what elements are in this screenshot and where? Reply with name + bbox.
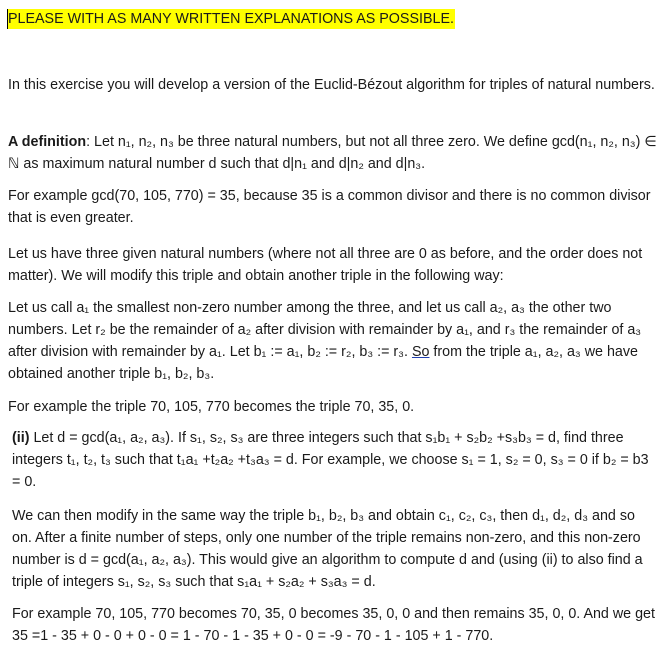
part-ii-paragraph (12, 427, 658, 493)
triple-example-paragraph: For example the triple 70, 105, 770 becomes the triple 70, 35, 0. (8, 399, 415, 415)
definition-text: : Let n₁, n₂, n₃ be three natural numbers, but not all three zero. We define gcd(n₁, n₂, n₃) ∈ ℕ as maximum natural number d such that d|n₁ and d|n₂ and d|n₃. (8, 134, 657, 172)
part-ii-text: Let d = gcd(a₁, a₂, a₃). If s₁, s₂, s₃ are three integers such that s₁b₁ + s₂b₂ +s₃b₃ = d, find three integers t₁, t₂, t₃ such that t₁a₁ +t₂a₂ +t₃a₃ = d. For example, we choose s₁ = 1, s₂ = 0, s₃ = 0 if b₂ = b3 = 0. (12, 430, 649, 490)
algorithm-paragraph: We can then modify in the same way the triple b₁, b₂, b₃ and obtain c₁, c₂, c₃, then d₁, d₂, d₃ and so on. After a finite number of steps, only one number of the triple remains non-zero, and this non-zero number is d = gcd(a₁, a₂, a₃). This would give an algorithm to compute d and (using (ii) to also find a triple of integers s₁, s₂, s₃ such that s₁a₁ + s₂a₂ + s₃a₃ = d. (12, 508, 643, 590)
given-triple-paragraph: Let us have three given natural numbers (where not all three are 0 as before, and the order does not matter). We will modify this triple and obtain another triple in the following way: (8, 246, 643, 284)
construction-text-2: from the triple a₁, a₂, a₃ we have obtained another triple b₁, b₂, b₃. (8, 344, 638, 382)
gcd-example-paragraph: For example gcd(70, 105, 770) = 35, because 35 is a common divisor and there is no common divisor that is even greater. (8, 188, 651, 226)
definition-paragraph (8, 131, 658, 175)
highlighted-instruction: PLEASE WITH AS MANY WRITTEN EXPLANATIONS AS POSSIBLE. (8, 11, 454, 27)
definition-label: A definition (8, 134, 87, 150)
construction-paragraph (8, 297, 658, 385)
construction-text-1: Let us call a₁ the smallest non-zero number among the three, and let us call a₂, a₃ the other two numbers. Let r₂ be the remainder of a₂ after division with remainder by a₁, and r₃ the remainder of a₃ after division with remainder by a₁. Let b₁ := a₁, b₂ := r₂, b₃ := r₃. (8, 300, 642, 360)
intro-paragraph: In this exercise you will develop a version of the Euclid-Bézout algorithm for triples of natural numbers. (8, 77, 655, 93)
final-example-paragraph: For example 70, 105, 770 becomes 70, 35, 0 becomes 35, 0, 0 and then remains 35, 0, 0. And we get 35 =1 - 35 + 0 - 0 + 0 - 0 = 1 - 70 - 1 - 35 + 0 - 0 = -9 - 70 - 1 - 105 + 1 - 770. (12, 606, 655, 644)
so-word: So (411, 344, 430, 360)
part-ii-label: (ii) (12, 430, 30, 446)
